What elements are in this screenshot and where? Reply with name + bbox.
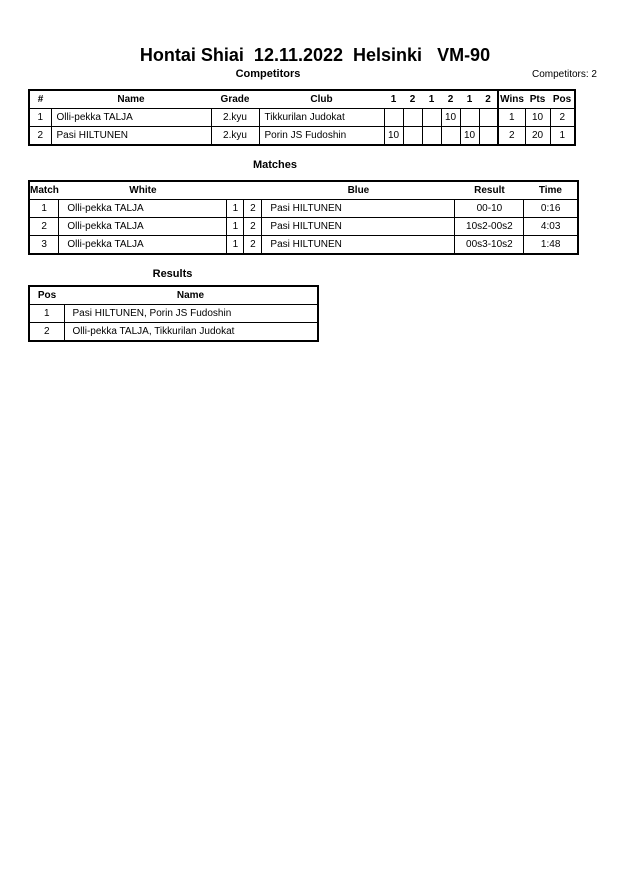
col-header-blue: Blue bbox=[262, 181, 455, 200]
score-cell bbox=[460, 109, 479, 127]
competitors-count: Competitors: 2 bbox=[531, 69, 597, 80]
col-header-pos: Pos bbox=[550, 90, 575, 109]
white-player-number: 1 bbox=[227, 218, 244, 236]
white-player-name: Olli-pekka TALJA bbox=[59, 200, 227, 218]
col-header-wins: Wins bbox=[498, 90, 525, 109]
competitor-wins: 2 bbox=[498, 127, 525, 146]
col-header-score-3: 1 bbox=[422, 90, 441, 109]
competitors-header-row bbox=[29, 90, 575, 109]
blue-player-name: Pasi HILTUNEN bbox=[262, 236, 455, 255]
white-player-name: Olli-pekka TALJA bbox=[59, 236, 227, 255]
match-number: 3 bbox=[29, 236, 59, 255]
col-header-score-6: 2 bbox=[479, 90, 498, 109]
competitor-pts: 20 bbox=[525, 127, 550, 146]
table-row bbox=[29, 127, 575, 146]
competitor-number: 2 bbox=[29, 127, 51, 146]
competitor-grade: 2.kyu bbox=[211, 109, 259, 127]
match-result: 00s3-10s2 bbox=[455, 236, 524, 255]
score-cell: 10 bbox=[384, 127, 403, 146]
table-row bbox=[29, 305, 318, 323]
table-row bbox=[29, 200, 578, 218]
results-section-title: Results bbox=[152, 268, 193, 280]
blue-player-number: 2 bbox=[244, 218, 262, 236]
col-header-match: Match bbox=[29, 181, 59, 200]
competitor-number: 1 bbox=[29, 109, 51, 127]
blue-player-number: 2 bbox=[244, 236, 262, 255]
score-cell bbox=[403, 109, 422, 127]
score-cell bbox=[422, 109, 441, 127]
score-cell bbox=[479, 127, 498, 146]
col-header-club: Club bbox=[259, 90, 384, 109]
blue-player-name: Pasi HILTUNEN bbox=[262, 200, 455, 218]
competitors-section-title: Competitors bbox=[235, 68, 301, 80]
page-title: Hontai Shiai 12.11.2022 Helsinki VM-90 bbox=[139, 45, 491, 65]
score-cell: 10 bbox=[460, 127, 479, 146]
match-number: 1 bbox=[29, 200, 59, 218]
score-cell bbox=[384, 109, 403, 127]
score-cell bbox=[403, 127, 422, 146]
score-cell bbox=[441, 127, 460, 146]
table-row bbox=[29, 109, 575, 127]
score-cell: 10 bbox=[441, 109, 460, 127]
competitor-club: Porin JS Fudoshin bbox=[259, 127, 384, 146]
col-header-score-5: 1 bbox=[460, 90, 479, 109]
matches-section-title: Matches bbox=[252, 159, 298, 171]
competitor-pos: 1 bbox=[550, 127, 575, 146]
white-player-name: Olli-pekka TALJA bbox=[59, 218, 227, 236]
white-player-number: 1 bbox=[227, 200, 244, 218]
col-header-pos: Pos bbox=[29, 286, 64, 305]
white-player-number: 1 bbox=[227, 236, 244, 255]
col-header-pts: Pts bbox=[525, 90, 550, 109]
col-header-grade: Grade bbox=[211, 90, 259, 109]
result-position: 1 bbox=[29, 305, 64, 323]
match-time: 0:16 bbox=[524, 200, 578, 218]
table-row bbox=[29, 323, 318, 342]
result-competitor: Pasi HILTUNEN, Porin JS Fudoshin bbox=[64, 305, 318, 323]
col-header-name: Name bbox=[64, 286, 318, 305]
col-header-score-1: 1 bbox=[384, 90, 403, 109]
blue-player-number: 2 bbox=[244, 200, 262, 218]
results-table bbox=[28, 285, 319, 342]
col-header-name: Name bbox=[51, 90, 211, 109]
competitor-name: Pasi HILTUNEN bbox=[51, 127, 211, 146]
result-position: 2 bbox=[29, 323, 64, 342]
results-header-row bbox=[29, 286, 318, 305]
matches-table bbox=[28, 180, 579, 255]
matches-header-row bbox=[29, 181, 578, 200]
competitor-pos: 2 bbox=[550, 109, 575, 127]
col-header-white: White bbox=[59, 181, 227, 200]
blue-player-name: Pasi HILTUNEN bbox=[262, 218, 455, 236]
competitor-pts: 10 bbox=[525, 109, 550, 127]
match-time: 1:48 bbox=[524, 236, 578, 255]
competitor-name: Olli-pekka TALJA bbox=[51, 109, 211, 127]
col-header-number: # bbox=[29, 90, 51, 109]
competitor-club: Tikkurilan Judokat bbox=[259, 109, 384, 127]
col-header-white-number bbox=[227, 181, 244, 200]
result-competitor: Olli-pekka TALJA, Tikkurilan Judokat bbox=[64, 323, 318, 342]
match-number: 2 bbox=[29, 218, 59, 236]
competitor-wins: 1 bbox=[498, 109, 525, 127]
score-cell bbox=[479, 109, 498, 127]
competitor-grade: 2.kyu bbox=[211, 127, 259, 146]
col-header-time: Time bbox=[524, 181, 578, 200]
col-header-score-2: 2 bbox=[403, 90, 422, 109]
table-row bbox=[29, 218, 578, 236]
match-result: 10s2-00s2 bbox=[455, 218, 524, 236]
score-cell bbox=[422, 127, 441, 146]
competitors-section-header bbox=[0, 68, 630, 81]
col-header-result: Result bbox=[455, 181, 524, 200]
competitors-table bbox=[28, 89, 576, 146]
col-header-score-4: 2 bbox=[441, 90, 460, 109]
col-header-blue-number bbox=[244, 181, 262, 200]
match-time: 4:03 bbox=[524, 218, 578, 236]
match-result: 00-10 bbox=[455, 200, 524, 218]
table-row bbox=[29, 236, 578, 255]
